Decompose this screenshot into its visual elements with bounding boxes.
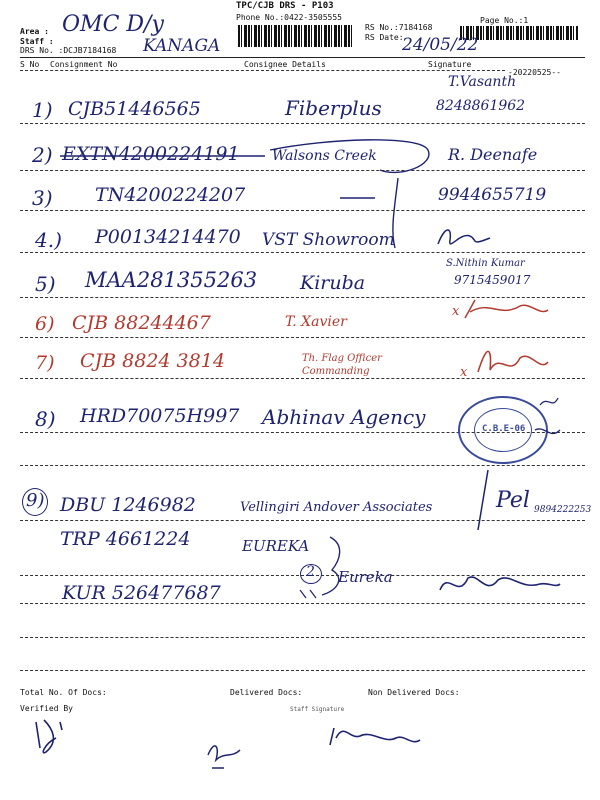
drs-no: DRS No. :DCJB7184168 xyxy=(20,46,117,55)
row-rule xyxy=(20,520,585,521)
consignee-name: VST Showroom xyxy=(262,230,395,250)
verifier-signature xyxy=(0,0,1,1)
consignment-number: HRD70075H997 xyxy=(80,405,240,427)
date-stamp: -20220525-- xyxy=(508,68,561,77)
consignee-name: Kiruba xyxy=(300,272,366,294)
column-consignment: Consignment No xyxy=(50,60,118,69)
row-rule xyxy=(20,210,585,211)
rs-date-label: RS Date: xyxy=(365,33,404,42)
consignment-number: CJB51446565 xyxy=(68,98,201,120)
column-header-rule xyxy=(20,70,505,71)
recipient-signature: Pel xyxy=(496,488,530,513)
consignment-number: CJB 88244467 xyxy=(72,312,211,334)
consignee-name: Vellingiri Andover Associates xyxy=(240,500,433,515)
consignment-number: P00134214470 xyxy=(95,226,241,248)
entry-number: 3) xyxy=(32,186,53,210)
page-no: Page No.:1 xyxy=(480,16,529,25)
stamp-text: C.B.E-06 xyxy=(482,424,526,434)
recipient-signature: x xyxy=(452,304,460,319)
report-title: TPC/CJB DRS - P103 xyxy=(236,1,334,11)
rs-no: RS No.:7184168 xyxy=(365,23,433,32)
row-rule xyxy=(20,670,585,671)
row-rule xyxy=(20,378,585,379)
recipient-signature: x xyxy=(460,365,468,380)
staff-label: Staff : xyxy=(20,37,54,46)
area-label: Area : xyxy=(20,27,49,36)
verified-by-label: Verified By xyxy=(20,704,73,713)
recipient-signature: S.Nithin Kumar xyxy=(446,258,525,269)
entry-number: 4.) xyxy=(35,228,62,252)
post-office-stamp xyxy=(458,396,548,464)
consignment-number: MAA281355263 xyxy=(85,268,258,292)
consignee-name: Walsons Creek xyxy=(272,148,377,164)
row-rule xyxy=(20,252,585,253)
phone-note: 9944655719 xyxy=(438,185,547,205)
column-signature: Signature xyxy=(428,60,472,69)
barcode xyxy=(238,25,353,47)
column-sno: S No xyxy=(20,60,40,69)
phone-note: 8248861962 xyxy=(436,98,526,114)
consignee-name: Eureka xyxy=(338,568,393,586)
consignment-number: TRP 4661224 xyxy=(60,528,191,550)
consignee-name: EUREKA xyxy=(242,537,310,555)
recipient-signature: R. Deenafe xyxy=(448,145,538,164)
row-rule xyxy=(20,337,585,338)
consignment-number: CJB 8824 3814 xyxy=(80,350,225,372)
row-rule xyxy=(20,170,585,171)
consignee-name: Th. Flag Officer Commanding xyxy=(302,353,382,377)
row-rule xyxy=(20,123,585,124)
consignee-name: Fiberplus xyxy=(285,96,382,120)
consignment-number: DBU 1246982 xyxy=(60,494,196,516)
consignment-number: KUR 526477687 xyxy=(62,582,221,604)
consignee-name: T. Xavier xyxy=(285,314,347,330)
phone-number: Phone No.:0422-3505555 xyxy=(236,13,342,22)
consignment-number: TN4200224207 xyxy=(95,184,246,206)
phone-note: 9715459017 xyxy=(454,273,531,287)
entry-number: 2) xyxy=(32,143,53,167)
area-value: OMC D/y xyxy=(62,12,164,37)
recipient-signature: T.Vasanth xyxy=(448,74,517,90)
staff-value: KANAGA xyxy=(143,36,221,56)
count-note: 2 xyxy=(306,564,315,580)
entry-number: 5) xyxy=(35,272,56,296)
phone-note: 9894222253 xyxy=(534,505,592,515)
entry-number: 8) xyxy=(35,407,56,431)
rs-date-value: 24/05/22 xyxy=(402,35,479,55)
header-top-rule xyxy=(20,57,585,58)
staff-signature-label: Staff Signature xyxy=(290,706,345,713)
non-delivered-docs-label: Non Delivered Docs: xyxy=(368,688,460,697)
row-rule xyxy=(20,637,585,638)
delivered-docs-label: Delivered Docs: xyxy=(230,688,303,697)
column-consignee: Consignee Details xyxy=(244,60,326,69)
entry-number: 6) xyxy=(35,313,55,335)
consignment-number: EXTN4200224191 xyxy=(62,143,240,165)
entry-number: 9) xyxy=(26,490,45,511)
row-rule xyxy=(20,297,585,298)
row-rule xyxy=(20,465,585,466)
total-docs-label: Total No. Of Docs: xyxy=(20,688,107,697)
entry-number: 7) xyxy=(35,352,55,374)
consignee-name: Abhinav Agency xyxy=(262,405,426,429)
entry-number: 1) xyxy=(32,98,53,122)
